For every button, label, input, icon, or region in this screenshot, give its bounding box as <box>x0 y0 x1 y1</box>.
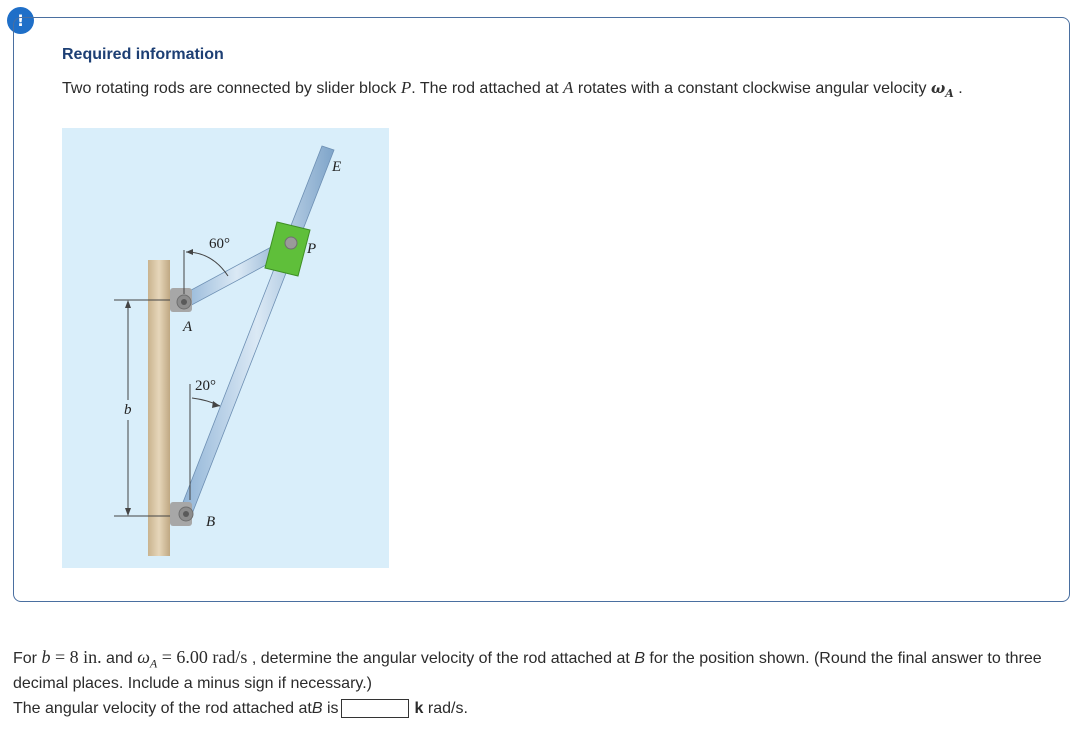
intro-text-1: Two rotating rods are connected by slider block <box>62 80 401 97</box>
question-pre: For <box>13 650 42 667</box>
b-value: = 8 in. <box>50 647 102 667</box>
answer-line <box>13 699 468 718</box>
slider-name: P <box>400 78 412 97</box>
pin-A-center <box>181 299 187 305</box>
omega-symbol: ω <box>930 79 946 97</box>
pin-B-center <box>183 511 189 517</box>
arrowhead-20 <box>212 401 220 408</box>
required-info-title: Required information <box>62 46 224 63</box>
arrowhead-60 <box>186 249 193 255</box>
problem-intro <box>62 77 1002 104</box>
b-variable: b <box>41 647 51 667</box>
label-B: B <box>206 514 216 530</box>
answer-point: B <box>311 699 323 717</box>
omega-value: = 6.00 rad/s <box>157 647 248 667</box>
omega-subscript: A <box>945 87 954 101</box>
slider-block-P <box>265 222 310 276</box>
wall <box>148 260 170 556</box>
angle-arc-60 <box>186 252 228 276</box>
question-point: B <box>634 650 645 667</box>
intro-end: . <box>953 80 963 97</box>
mechanism-figure <box>62 128 389 568</box>
question-and: and <box>101 650 138 667</box>
omega-var: ω <box>137 647 150 667</box>
question-text <box>13 647 1073 694</box>
rod-BE <box>180 146 334 514</box>
label-P: P <box>307 241 317 257</box>
mechanism-diagram <box>62 128 389 568</box>
question-post2: for the position shown. (Round the final answer to three decimal places. Include a minus sign if necessary.) <box>13 650 1042 692</box>
intro-text-2: . The rod attached at <box>411 80 564 97</box>
label-A: A <box>183 319 193 335</box>
answer-input[interactable] <box>341 699 409 718</box>
rod-point: A <box>563 78 574 97</box>
angle-60-label: 60° <box>209 236 230 252</box>
unit-text: rad/s. <box>423 699 468 717</box>
alert-icon: ! <box>7 7 34 34</box>
answer-prefix: The angular velocity of the rod attached at <box>13 699 312 717</box>
pin-P <box>285 237 297 249</box>
omega-expression <box>137 647 248 671</box>
angle-20-label: 20° <box>195 378 216 394</box>
arrowhead-bottom <box>125 508 131 516</box>
answer-is: is <box>322 699 339 717</box>
omega-var-sub: A <box>149 656 158 671</box>
label-b: b <box>124 402 132 418</box>
label-E: E <box>332 159 342 175</box>
unit-k: k <box>414 699 424 717</box>
b-expression <box>41 647 101 667</box>
question-post: , determine the angular velocity of the rod attached at <box>247 650 635 667</box>
arrowhead-top <box>125 300 131 308</box>
intro-text-3: rotates with a constant clockwise angular velocity <box>573 80 931 97</box>
